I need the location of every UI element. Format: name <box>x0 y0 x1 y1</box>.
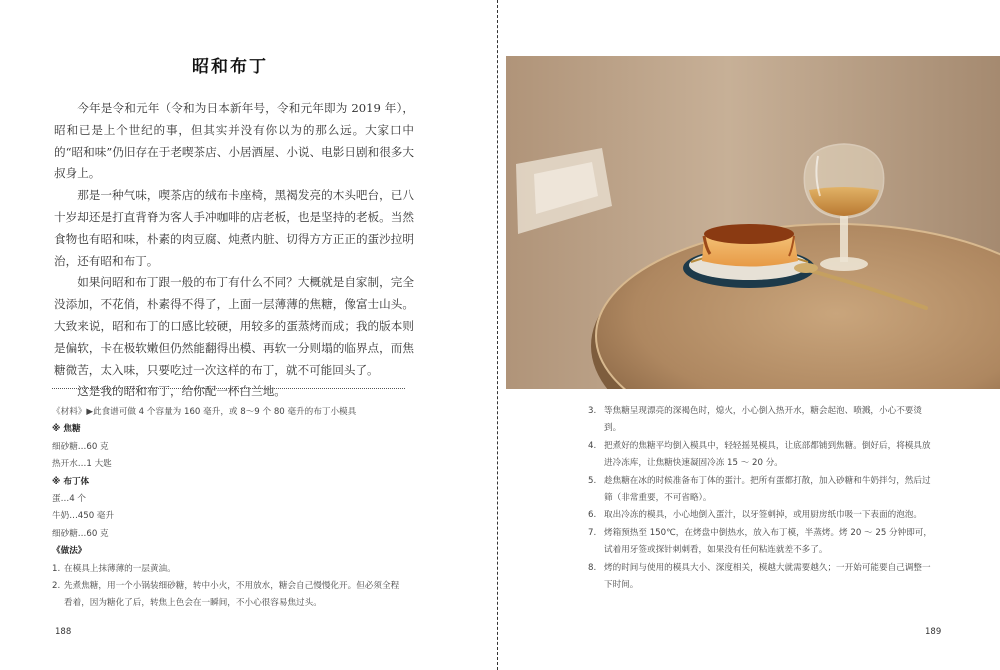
right-page <box>500 0 1000 670</box>
section-divider <box>52 388 405 389</box>
caramel-subheader: ※ 焦糖 <box>52 424 81 435</box>
method-step <box>588 560 938 595</box>
pudding-photo <box>506 56 1000 389</box>
method-step <box>52 561 402 578</box>
step-text: 烤箱预热至 150℃，在烤盘中倒热水，放入布丁模，半蒸烤。烤 20 ～ 25 分钟即可，试着用牙签或探针刺刺看，如果没有任何粘连就差不多了。 <box>604 527 932 556</box>
step-text: 烤的时间与使用的模具大小、深度相关，模越大就需要越久；一开始可能要自己调整一下时间。 <box>604 562 931 591</box>
step-number: 8. <box>588 562 597 573</box>
step-number: 1. <box>52 563 61 574</box>
method-step <box>588 438 938 473</box>
method-step <box>52 578 402 613</box>
step-number: 3. <box>588 406 597 416</box>
intro-paragraph: 如果问昭和布丁跟一般的布丁有什么不同？大概就是自家制，完全没添加，不花俏，朴素得不得了，上面一层薄薄的焦糖，像富士山头。大致来说，昭和布丁的口感比较硬，用较多的蛋蒸烤而成；我的版本则是偏软，卡在极软嫩但仍然能翻得出模、再软一分则塌的临界点，而焦糖微苦，太入味，只要吃过一次这样的布丁，就不可能回头了。 <box>54 275 414 377</box>
intro-paragraph: 这是我的昭和布丁，给你配一杯白兰地。 <box>77 384 286 399</box>
step-text: 取出冷冻的模具，小心地倒入蛋汁，以牙签刺掉，或用厨房纸巾吸一下表面的泡泡。 <box>604 510 922 521</box>
step-number: 4. <box>588 440 597 451</box>
left-page <box>0 0 496 670</box>
ingredient-line: 热开水…1 大匙 <box>52 459 112 470</box>
method-header: 《做法》 <box>52 546 87 557</box>
page-number-right: 189 <box>925 627 942 637</box>
recipe-steps-continued <box>588 403 938 594</box>
intro-paragraph: 今年是令和元年（令和为日本新年号，令和元年即为 2019 年），昭和已是上个世纪的事，但其实并没有你以为的那么远。大家口中的“昭和味”仍旧存在于老喫茶店、小居酒屋、小说、电影日剧和很多大叔身上。 <box>54 101 414 181</box>
step-text: 把煮好的焦糖平均倒入模具中，轻轻摇晃模具，让底部都铺到焦糖。倒好后，将模具放进冷冻库，让焦糖快速凝固冷冻 15 ～ 20 分。 <box>604 440 931 469</box>
ingredient-line: 细砂糖…60 克 <box>52 528 109 539</box>
step-number: 5. <box>588 475 597 486</box>
pudding-subheader: ※ 布丁体 <box>52 476 90 487</box>
method-step <box>588 473 938 508</box>
recipe-ingredients <box>52 404 402 613</box>
book-spine <box>497 0 498 670</box>
intro-text <box>54 98 414 403</box>
method-step <box>588 507 938 524</box>
ingredient-line: 蛋…4 个 <box>52 494 86 505</box>
step-text: 趁焦糖在冰的时候准备布丁体的蛋汁。把所有蛋都打散，加入砂糖和牛奶拌匀，然后过筛（非常重要，不可省略）。 <box>604 475 931 504</box>
step-number: 2. <box>52 581 61 592</box>
step-text: 先煮焦糖，用一个小锅装细砂糖，转中小火，不用放水，糖会自己慢慢化开。但必须全程看着，因为糖化了后，转焦上色会在一瞬间，不小心很容易焦过头。 <box>64 581 400 609</box>
materials-header: 《材料》▶此食谱可做 4 个容量为 160 毫升，或 8～9 个 80 毫升的布丁小模具 <box>52 407 357 417</box>
method-step <box>588 403 938 438</box>
method-step <box>588 525 938 560</box>
recipe-title: 昭和布丁 <box>192 57 268 77</box>
pudding-photo-illustration <box>506 56 1000 389</box>
step-text: 等焦糖呈现漂亮的深褐色时，熄火，小心倒入热开水，糖会起泡、喷溅，小心不要烫到。 <box>604 406 922 434</box>
page-number-left: 188 <box>55 627 72 637</box>
intro-paragraph: 那是一种气味，喫茶店的绒布卡座椅，黑褐发亮的木头吧台，已八十岁却还是打直背脊为客人手冲咖啡的店老板，也是坚持的老板。当然食物也有昭和味，朴素的肉豆腐、炖煮内脏、切得方方正正的蛋沙拉明治，还有昭和布丁。 <box>54 188 414 268</box>
step-number: 7. <box>588 527 597 538</box>
ingredient-line: 牛奶…450 毫升 <box>52 511 115 522</box>
step-text: 在模具上抹薄薄的一层黄油。 <box>64 563 176 574</box>
ingredient-line: 细砂糖…60 克 <box>52 441 109 452</box>
step-number: 6. <box>588 510 597 521</box>
